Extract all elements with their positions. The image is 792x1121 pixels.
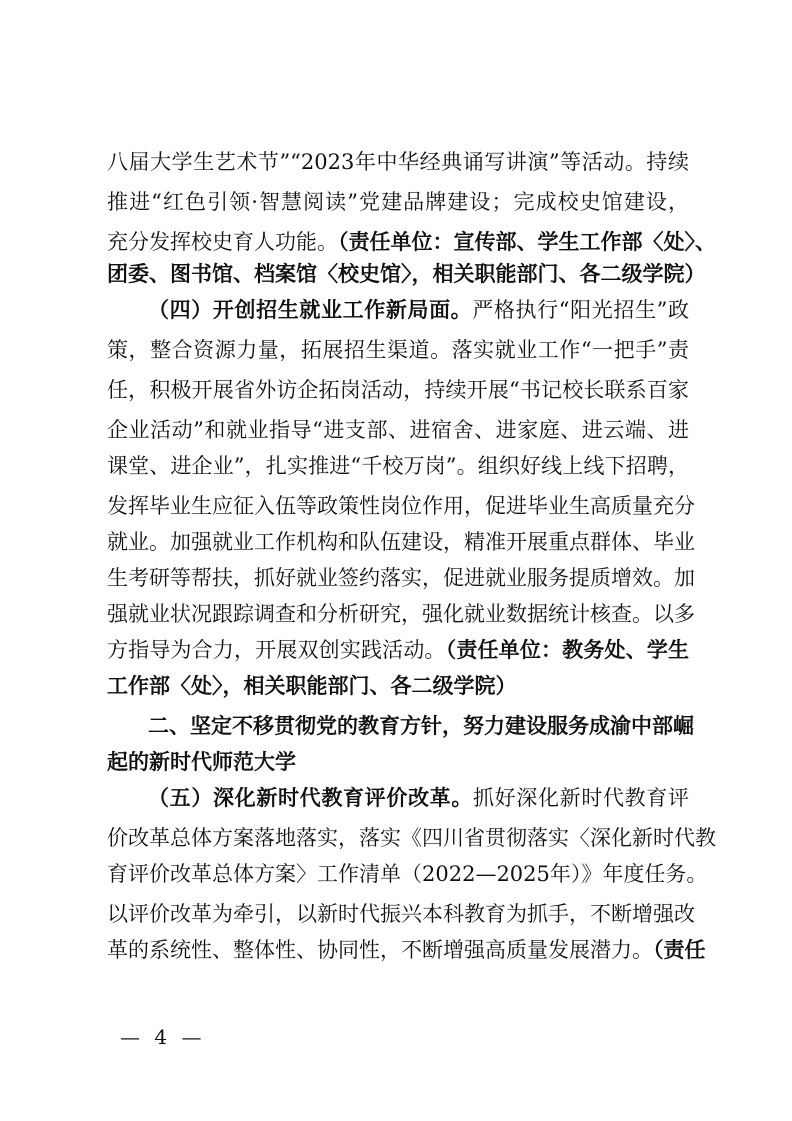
paragraph-line [107, 856, 708, 892]
body-text: 发挥毕业生应征入伍等政策性岗位作用，促进毕业生高质量充分 [107, 494, 695, 518]
section-heading [107, 744, 689, 780]
body-text: 以评价改革为牵引，以新时代振兴本科教育为抓手，不断增强改 [107, 902, 695, 926]
body-text: 八届大学生艺术节”“2023年中华经典诵写讲演”等活动。持续 [107, 150, 689, 174]
body-text: 充分发挥校史育人功能。 [107, 230, 338, 254]
responsibility-note: （责任单位：教务处、学生 [445, 637, 690, 662]
body-text: 推进“红色引领·智慧阅读”党建品牌建设；完成校史馆建设， [107, 190, 689, 214]
paragraph-line [107, 412, 689, 448]
paragraph-line [107, 668, 689, 704]
body-text: 严格执行“阳光招生”政 [472, 298, 689, 322]
body-text: 抓好深化新时代教育评 [473, 786, 689, 810]
responsibility-note: （责任单位：宣传部、学生工作部〈处〉、 [338, 229, 716, 254]
responsibility-note: 工作部〈处〉，相关职能部门、各二级学院） [107, 673, 517, 698]
body-text: 革的系统性、整体性、协同性，不断增强高质量发展潜力。 [107, 938, 653, 962]
section-heading [148, 708, 694, 744]
paragraph-line [107, 144, 689, 180]
paragraph-line [107, 596, 695, 632]
subsection-title: （五）深化新时代教育评价改革。 [148, 785, 473, 810]
paragraph-line [107, 224, 716, 260]
paragraph-line [148, 780, 689, 816]
paragraph-line [107, 896, 695, 932]
paragraph-line [107, 524, 695, 560]
body-text: 价改革总体方案落地落实，落实《四川省贯彻落实〈深化新时代教 [107, 826, 716, 850]
paragraph-line [107, 256, 706, 292]
paragraph-line [107, 332, 689, 368]
paragraph-line [148, 292, 689, 328]
page-number: — 4 — [120, 1025, 206, 1049]
section-heading-text: 起的新时代师范大学 [107, 750, 296, 774]
body-text: 强就业状况跟踪调查和分析研究，强化就业数据统计核查。以多 [107, 602, 695, 626]
body-text: 策，整合资源力量，拓展招生渠道。落实就业工作“一把手”责 [107, 338, 689, 362]
paragraph-line [107, 448, 689, 484]
body-text: 育评价改革总体方案〉工作清单（2022—2025年）》年度任务。 [107, 862, 708, 886]
body-text: 课堂、进企业”，扎实推进“千校万岗”。组织好线上线下招聘， [107, 454, 689, 478]
body-text: 方指导为合力，开展双创实践活动。 [107, 638, 446, 662]
body-text: 任，积极开展省外访企拓岗活动，持续开展“书记校长联系百家 [107, 378, 689, 402]
paragraph-line [107, 560, 695, 596]
paragraph-line [107, 932, 706, 968]
section-heading-text: 二、坚定不移贯彻党的教育方针，努力建设服务成渝中部崛 [148, 714, 694, 738]
body-text: 企业活动”和就业指导“进支部、进宿舍、进家庭、进云端、进 [107, 418, 689, 442]
subsection-title: （四）开创招生就业工作新局面。 [148, 297, 473, 322]
paragraph-line [107, 372, 689, 408]
responsibility-note: 团委、图书馆、档案馆〈校史馆〉，相关职能部门、各二级学院） [107, 261, 706, 286]
paragraph-line [107, 488, 695, 524]
paragraph-line [107, 820, 716, 856]
paragraph-line [107, 184, 689, 220]
body-text: 生考研等帮扶，抓好就业签约落实，促进就业服务提质增效。加 [107, 566, 695, 590]
body-text: 就业。加强就业工作机构和队伍建设，精准开展重点群体、毕业 [107, 530, 695, 554]
paragraph-line [107, 632, 689, 668]
responsibility-note: （责任 [653, 937, 706, 962]
